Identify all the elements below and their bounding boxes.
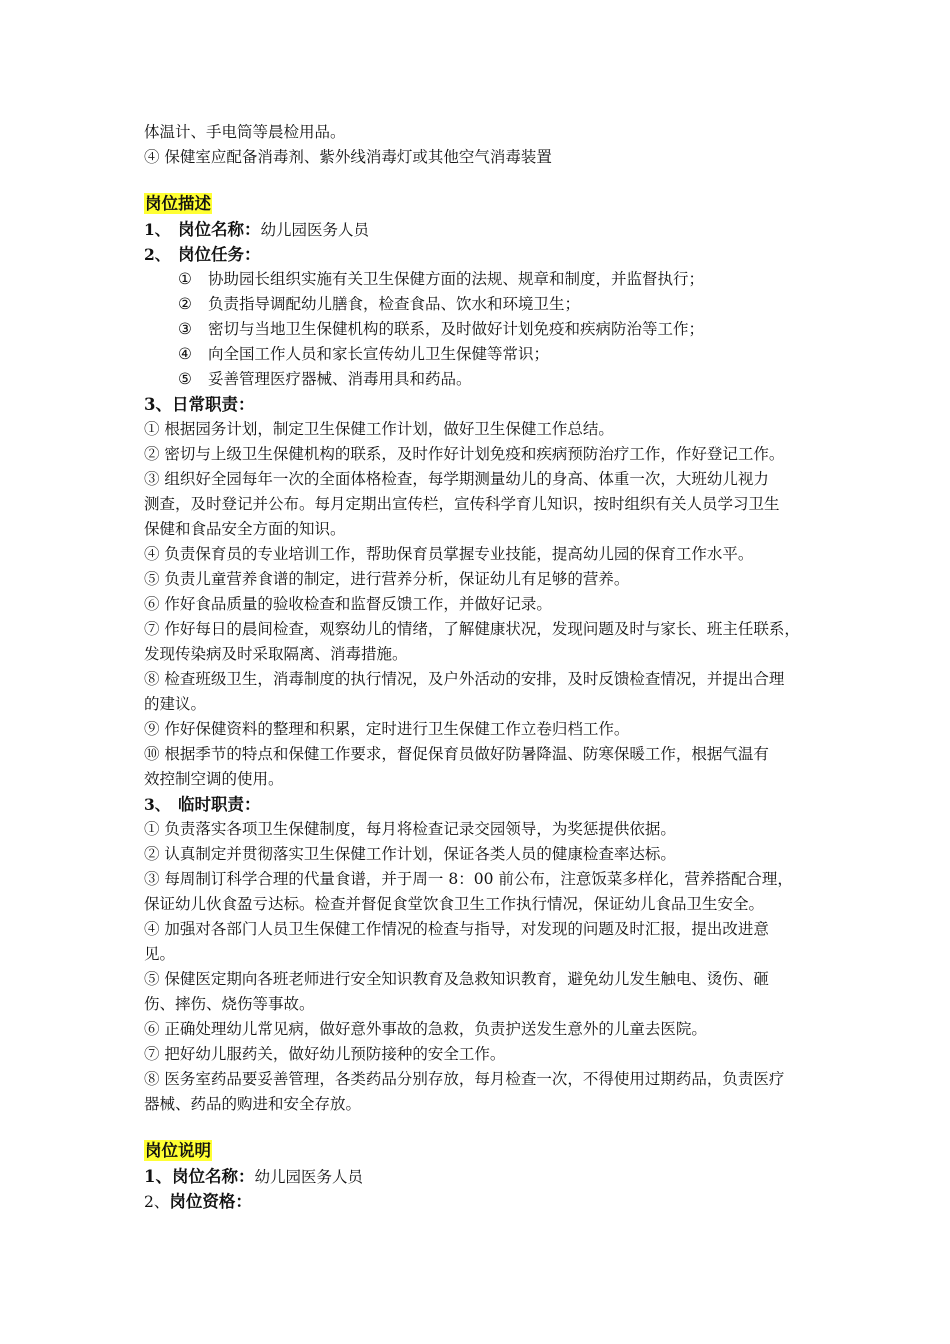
item-number: 2、 (144, 1193, 170, 1211)
desc-item-2 (144, 242, 830, 267)
item-number: 3、 (144, 795, 171, 814)
temp-duty-line: 见。 (144, 945, 176, 963)
item-label: 岗位名称： (178, 220, 261, 239)
heading-highlight: 岗位描述 (145, 194, 211, 213)
task-item (144, 267, 830, 292)
temp-duty-line: ⑦ 把好幼儿服药关，做好幼儿预防接种的安全工作。 (144, 1045, 506, 1063)
intro-line-2: ④ 保健室应配备消毒剂、紫外线消毒灯或其他空气消毒装置 (144, 148, 552, 166)
item-number: 3、 (144, 395, 172, 414)
daily-duty-line: ③ 组织好全园每年一次的全面体格检查，每学期测量幼儿的身高、体重一次，大班幼儿视力 (144, 470, 769, 488)
desc-item-4 (144, 792, 830, 817)
daily-duty-line: 效控制空调的使用。 (144, 770, 284, 788)
item-number: 1、 (144, 1167, 172, 1186)
task-item (144, 342, 830, 367)
temp-duty-line: ③ 每周制订科学合理的代量食谱，并于周一 8：00 前公布，注意饭菜多样化，营养搭配合理， (144, 870, 793, 888)
task-text: 妥善管理医疗器械、消毒用具和药品。 (208, 370, 472, 388)
item-number: 1、 (144, 220, 171, 239)
task-mark: ⑤ (178, 370, 192, 388)
temp-duty-line: ⑥ 正确处理幼儿常见病，做好意外事故的急救，负责护送发生意外的儿童去医院。 (144, 1020, 707, 1038)
item-value: 幼儿园医务人员 (260, 221, 370, 239)
item-label: 日常职责： (171, 395, 255, 414)
daily-duty-line: ① 根据园务计划，制定卫生保健工作计划，做好卫生保健工作总结。 (144, 420, 614, 438)
daily-duty-line: 的建议。 (144, 695, 207, 713)
daily-duty-line: 发现传染病及时采取隔离、消毒措施。 (144, 645, 408, 663)
temp-duty-line: 保证幼儿伙食盈亏达标。检查并督促食堂饮食卫生工作执行情况，保证幼儿食品卫生安全。 (144, 895, 765, 913)
temp-duty-line: ① 负责落实各项卫生保健制度，每月将检查记录交园领导，为奖惩提供依据。 (144, 820, 676, 838)
task-text: 密切与当地卫生保健机构的联系，及时做好计划免疫和疾病防治等工作； (208, 320, 705, 338)
item-label: 岗位资格： (169, 1192, 252, 1211)
explain-item-1 (144, 1164, 830, 1189)
item-label: 岗位任务： (178, 245, 261, 264)
item-label: 临时职责： (178, 795, 261, 814)
daily-duty-line: ⑥ 作好食品质量的验收检查和监督反馈工作，并做好记录。 (144, 595, 552, 613)
daily-duty-line: ⑧ 检查班级卫生，消毒制度的执行情况，及户外活动的安排，及时反馈检查情况，并提出合理 (144, 670, 785, 688)
explain-item-2 (144, 1189, 830, 1214)
task-item (144, 367, 830, 392)
item-label: 岗位名称： (171, 1167, 255, 1186)
spacer (144, 170, 830, 192)
temp-duty-line: 器械、药品的购进和安全存放。 (144, 1095, 362, 1113)
temp-duty-line: ④ 加强对各部门人员卫生保健工作情况的检查与指导，对发现的问题及时汇报，提出改进意 (144, 920, 769, 938)
spacer (144, 1117, 830, 1139)
daily-duty-line: ② 密切与上级卫生保健机构的联系，及时作好计划免疫和疾病预防治疗工作，作好登记工作。 (144, 445, 785, 463)
task-mark: ① (178, 270, 192, 288)
desc-item-1 (144, 217, 830, 242)
section-heading-desc (144, 192, 830, 217)
intro-line-1: 体温计、手电筒等晨检用品。 (144, 123, 346, 141)
section-heading-explain (144, 1139, 830, 1164)
temp-duty-line: ⑧ 医务室药品要妥善管理，各类药品分别存放，每月检查一次，不得使用过期药品，负责医疗 (144, 1070, 785, 1088)
daily-duty-line: ⑦ 作好每日的晨间检查，观察幼儿的情绪，了解健康状况，发现问题及时与家长、班主任联系， (144, 620, 800, 638)
temp-duty-line: 伤、摔伤、烧伤等事故。 (144, 995, 315, 1013)
task-mark: ③ (178, 320, 192, 338)
task-item (144, 317, 830, 342)
daily-duty-line: 保健和食品安全方面的知识。 (144, 520, 346, 538)
task-item (144, 292, 830, 317)
item-value: 幼儿园医务人员 (254, 1168, 363, 1186)
temp-duty-line: ② 认真制定并贯彻落实卫生保健工作计划，保证各类人员的健康检查率达标。 (144, 845, 676, 863)
temp-duty-line: ⑤ 保健医定期向各班老师进行安全知识教育及急救知识教育，避免幼儿发生触电、烫伤、砸 (144, 970, 769, 988)
heading-highlight: 岗位说明 (145, 1141, 211, 1160)
daily-duty-line: 测查，及时登记并公布。每月定期出宣传栏，宣传科学育儿知识，按时组织有关人员学习卫生 (144, 495, 780, 513)
task-mark: ④ (178, 345, 192, 363)
daily-duty-line: ⑤ 负责儿童营养食谱的制定，进行营养分析，保证幼儿有足够的营养。 (144, 570, 630, 588)
task-mark: ② (178, 295, 192, 313)
desc-item-3 (144, 392, 830, 417)
daily-duty-line: ⑨ 作好保健资料的整理和积累，定时进行卫生保健工作立卷归档工作。 (144, 720, 630, 738)
item-number: 2、 (144, 245, 171, 264)
daily-duty-line: ⑩ 根据季节的特点和保健工作要求，督促保育员做好防暑降温、防寒保暖工作，根据气温有 (144, 745, 769, 763)
task-text: 向全国工作人员和家长宣传幼儿卫生保健等常识； (208, 345, 550, 363)
task-text: 负责指导调配幼儿膳食，检查食品、饮水和环境卫生； (208, 295, 581, 313)
daily-duty-line: ④ 负责保育员的专业培训工作，帮助保育员掌握专业技能，提高幼儿园的保育工作水平。 (144, 545, 754, 563)
task-text: 协助园长组织实施有关卫生保健方面的法规、规章和制度，并监督执行； (208, 270, 705, 288)
